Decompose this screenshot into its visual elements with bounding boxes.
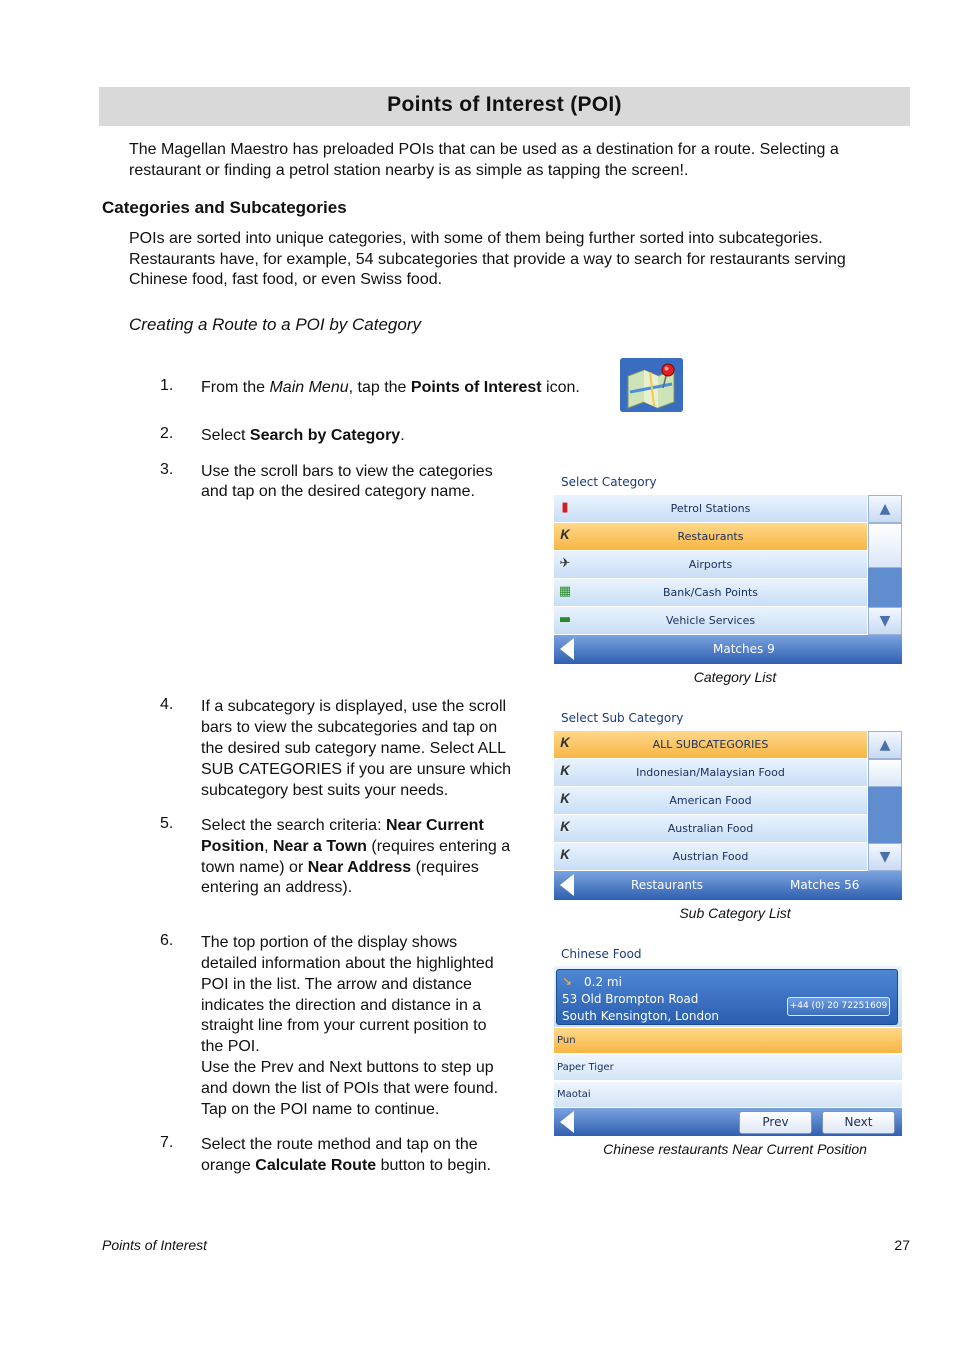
step-1-text: From the Main Menu, tap the Points of Interest icon. xyxy=(201,379,580,396)
sub-category-list-screen xyxy=(554,708,902,900)
scroll-down-button[interactable] xyxy=(868,843,902,871)
step-3-line-2: and tap on the desired category name. xyxy=(201,483,475,500)
list-item[interactable]: 𝜥 Australian Food xyxy=(554,815,867,843)
poi-detail-panel xyxy=(554,966,902,1027)
screen-title: Select Category xyxy=(561,475,657,489)
intro-line-1: The Magellan Maestro has preloaded POIs that can be used as a destination for a route. Selecting a xyxy=(129,141,839,158)
list-item[interactable]: ▬ Vehicle Services xyxy=(554,607,867,635)
airplane-icon: ✈ xyxy=(559,556,571,571)
bottom-bar xyxy=(554,871,902,900)
step-3-line-1: Use the scroll bars to view the categories xyxy=(201,463,493,480)
chevron-up-icon: ▲ xyxy=(879,501,891,517)
matches-count: Matches 9 xyxy=(713,642,775,656)
step-6-line-8: and down the list of POIs that were found. xyxy=(201,1080,499,1097)
bottom-bar xyxy=(554,635,902,664)
fork-knife-icon: 𝜥 xyxy=(560,528,570,543)
step-6-line-5: straight line from your current position to xyxy=(201,1017,487,1034)
intro-line-2: restaurant or finding a petrol station nearby is as simple as tapping the screen!. xyxy=(129,162,689,179)
step-4-line-3: the desired sub category name. Select ALL xyxy=(201,740,507,757)
step-7-line-1: Select the route method and tap on the xyxy=(201,1136,478,1153)
step-6-line-7: Use the Prev and Next buttons to step up xyxy=(201,1059,494,1076)
back-arrow-icon[interactable] xyxy=(560,638,574,660)
poi-address-line-2: South Kensington, London xyxy=(562,1009,720,1023)
step-7-line-2: orange Calculate Route button to begin. xyxy=(201,1157,491,1174)
chevron-down-icon: ▼ xyxy=(879,849,891,865)
poi-distance: 0.2 mi xyxy=(584,975,622,989)
list-item[interactable]: 𝜥 American Food xyxy=(554,787,867,815)
step-1-number: 1. xyxy=(160,377,174,394)
direction-arrow-icon: ↘ xyxy=(562,974,573,988)
step-7-number: 7. xyxy=(160,1134,174,1151)
title-banner xyxy=(99,87,910,126)
chevron-up-icon: ▲ xyxy=(879,737,891,753)
screen-title: Select Sub Category xyxy=(561,711,684,725)
matches-count: Matches 56 xyxy=(790,878,860,892)
subheading: Creating a Route to a POI by Category xyxy=(129,315,421,334)
figure-caption: Sub Category List xyxy=(679,905,791,921)
step-5-line-4: entering an address). xyxy=(201,879,353,896)
category-name: Restaurants xyxy=(631,878,703,892)
step-5-line-3: town name) or Near Address (requires xyxy=(201,859,479,876)
step-5-line-1: Select the search criteria: Near Current xyxy=(201,817,484,834)
list-item[interactable]: 𝜥 Indonesian/Malaysian Food xyxy=(554,759,867,787)
prev-button[interactable]: Prev xyxy=(739,1111,812,1134)
step-6-line-1: The top portion of the display shows xyxy=(201,934,458,951)
page-title: Points of Interest (POI) xyxy=(387,93,622,116)
list-item[interactable]: Paper Tiger xyxy=(554,1055,902,1081)
step-3-number: 3. xyxy=(160,461,174,478)
step-4-line-1: If a subcategory is displayed, use the scroll xyxy=(201,698,507,715)
step-2-number: 2. xyxy=(160,425,174,442)
poi-address-line-1: 53 Old Brompton Road xyxy=(562,992,699,1006)
list-item[interactable]: 𝜥 ALL SUBCATEGORIES xyxy=(554,731,867,759)
step-5-number: 5. xyxy=(160,815,174,832)
step-2-text: Select Search by Category. xyxy=(201,427,405,444)
step-6-line-9: Tap on the POI name to continue. xyxy=(201,1101,440,1118)
step-6-line-4: indicates the direction and distance in a xyxy=(201,997,482,1014)
step-4-line-5: subcategory best suits your needs. xyxy=(201,782,449,799)
list-item[interactable]: ✈ Airports xyxy=(554,551,867,579)
list-item[interactable]: ▮ Petrol Stations xyxy=(554,495,867,523)
phone-number-button[interactable]: +44 (0) 20 72251609 xyxy=(787,997,890,1016)
step-6-line-3: POI in the list. The arrow and distance xyxy=(201,976,472,993)
car-icon: ▬ xyxy=(558,612,572,627)
scroll-up-button[interactable] xyxy=(868,731,902,759)
step-6-number: 6. xyxy=(160,932,174,949)
back-arrow-icon[interactable] xyxy=(560,1111,574,1133)
fork-knife-icon: 𝜥 xyxy=(560,820,570,835)
step-4-number: 4. xyxy=(160,696,174,713)
fork-knife-icon: 𝜥 xyxy=(560,848,570,863)
list-item[interactable]: Maotai xyxy=(554,1082,902,1108)
fuel-pump-icon: ▮ xyxy=(561,500,569,515)
step-5-line-2: Position, Near a Town (requires entering a xyxy=(201,838,511,855)
category-list-screen xyxy=(554,472,902,664)
step-6-line-6: the POI. xyxy=(201,1038,260,1055)
step-6-line-2: detailed information about the highlighted xyxy=(201,955,494,972)
figure-caption: Category List xyxy=(693,669,777,685)
back-arrow-icon[interactable] xyxy=(560,874,574,896)
next-button[interactable]: Next xyxy=(822,1111,895,1134)
poi-info-box[interactable] xyxy=(556,969,898,1025)
bank-icon: ▦ xyxy=(558,584,572,599)
bottom-bar xyxy=(554,1108,902,1136)
list-item[interactable]: 𝜥 Restaurants xyxy=(554,523,867,551)
page-number: 27 xyxy=(894,1237,910,1253)
section-line-1: POIs are sorted into unique categories, with some of them being further sorted into subcategories. xyxy=(129,230,823,247)
section-line-2: Restaurants have, for example, 54 subcategories that provide a way to search for restaurants serving xyxy=(129,251,846,268)
figure-caption: Chinese restaurants Near Current Position xyxy=(603,1141,867,1157)
footer-section-name: Points of Interest xyxy=(102,1237,208,1253)
section-line-3: Chinese food, fast food, or even Swiss food. xyxy=(129,271,443,288)
list-item[interactable]: ▦ Bank/Cash Points xyxy=(554,579,867,607)
points-of-interest-icon[interactable] xyxy=(620,358,683,412)
step-4-line-4: SUB CATEGORIES if you are unsure which xyxy=(201,761,512,778)
scroll-thumb[interactable] xyxy=(868,759,902,787)
step-4-line-2: bars to view the subcategories and tap on xyxy=(201,719,498,736)
section-heading: Categories and Subcategories xyxy=(102,198,347,217)
map-pin-icon xyxy=(620,358,683,412)
scroll-thumb[interactable] xyxy=(868,523,902,568)
chevron-down-icon: ▼ xyxy=(879,613,891,629)
scroll-down-button[interactable] xyxy=(868,607,902,635)
poi-results-screen xyxy=(554,944,902,1136)
fork-knife-icon: 𝜥 xyxy=(560,792,570,807)
list-item[interactable]: Pun xyxy=(554,1028,902,1054)
scroll-up-button[interactable] xyxy=(868,495,902,523)
fork-knife-icon: 𝜥 xyxy=(560,736,570,751)
fork-knife-icon: 𝜥 xyxy=(560,764,570,779)
list-item[interactable]: 𝜥 Austrian Food xyxy=(554,843,867,871)
screen-title: Chinese Food xyxy=(561,947,642,961)
